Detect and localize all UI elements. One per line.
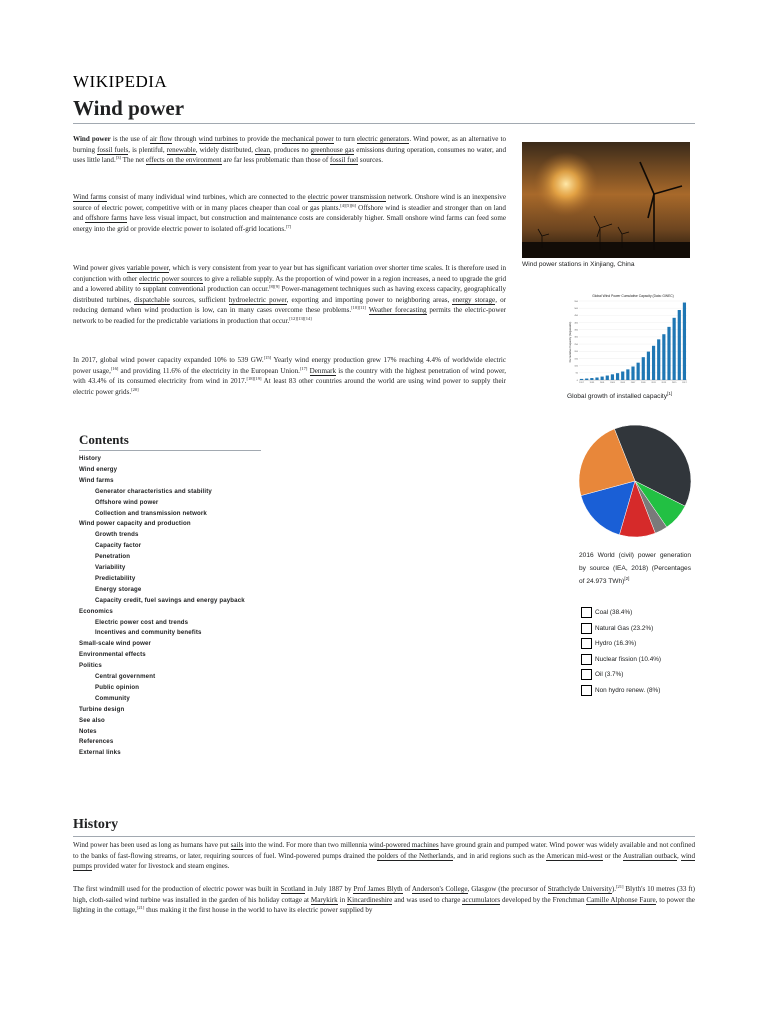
link-fossil-fuels[interactable]: fossil fuels	[97, 145, 129, 154]
intro-paragraph-2	[73, 192, 506, 234]
link-wind-turbines[interactable]: wind turbines	[198, 135, 238, 143]
toc-item[interactable]: History	[79, 455, 102, 462]
text: ,	[677, 851, 681, 860]
legend-label: Hydro (16.3%)	[595, 640, 637, 647]
capacity-chart[interactable]	[567, 292, 690, 388]
text: , widely distributed,	[195, 145, 256, 154]
link-australian-outback[interactable]: Australian outback	[622, 851, 677, 860]
toc-item[interactable]: Penetration	[95, 553, 131, 561]
power-generation-pie-chart[interactable]	[579, 425, 691, 537]
link-denmark[interactable]: Denmark	[309, 366, 337, 375]
link-dispatchable[interactable]: dispatchable	[134, 295, 170, 304]
text: The net	[121, 156, 146, 165]
text: Wind power has been used as long as humans have put	[73, 841, 231, 849]
history-paragraph-2	[73, 884, 695, 916]
chart-bar	[621, 372, 624, 380]
x-tick-label: 2007	[630, 382, 636, 384]
link-accumulators[interactable]: accumulators	[462, 895, 501, 904]
contents-divider	[79, 450, 261, 451]
link-hydroelectric-power[interactable]: hydroelectric power	[228, 295, 287, 304]
reference-mark[interactable]: [2]	[624, 576, 630, 581]
wind-turbines-photo[interactable]	[522, 142, 690, 258]
text: ).	[611, 885, 617, 893]
toc-item[interactable]: Growth trends	[95, 531, 139, 539]
text: Wind power gives	[73, 264, 127, 272]
link-kincardineshire[interactable]: Kincardineshire	[347, 895, 393, 904]
toc-item[interactable]: Small-scale wind power	[79, 640, 152, 648]
toc-item[interactable]: Turbine design	[79, 705, 125, 713]
toc-item[interactable]: Wind power capacity and production	[79, 520, 191, 528]
y-tick-label: 0	[576, 379, 578, 382]
chart-title: Global Wind Power Cumulative Capacity (Data: GWEC)	[592, 294, 674, 298]
reference-mark[interactable]: [7]	[285, 223, 292, 229]
toc-item[interactable]: Variability	[95, 564, 126, 571]
reference-mark[interactable]: [18][19]	[246, 376, 262, 382]
y-tick-label: 450	[574, 315, 578, 318]
link-scotland[interactable]: Scotland	[280, 885, 306, 893]
chart-bar	[642, 357, 645, 380]
reference-mark[interactable]: [15]	[263, 355, 272, 360]
chart-bar	[637, 363, 640, 380]
link-strathclyde-university[interactable]: Strathclyde University	[547, 885, 612, 893]
text: are far less problematic than those of	[221, 156, 330, 165]
link-andersons-college[interactable]: Anderson's College	[411, 885, 468, 893]
text: to give a reliable supply. As the proportion of wind power in a region increases, a need to upgrade the grid and a lowered ability to supplant conventional production can occur.	[73, 274, 507, 294]
text: in July 1887 by	[305, 885, 354, 893]
x-tick-label: 2005	[620, 382, 626, 384]
toc-item[interactable]: Central government	[95, 673, 156, 680]
toc-item[interactable]: See also	[79, 716, 105, 724]
text: sources.	[358, 156, 383, 165]
reference-mark[interactable]: [16]	[110, 365, 119, 371]
text: emissions during operation, consumes no water, and uses little land.	[73, 145, 507, 165]
history-divider	[73, 836, 695, 837]
toc-item[interactable]: Wind energy	[79, 465, 118, 473]
x-tick-label: 2015	[671, 382, 677, 384]
toc-item[interactable]: Electric power cost and trends	[95, 618, 189, 626]
text: , or reducing demand when wind production is low, can in many cases overcome these problems.	[73, 295, 506, 315]
legend-label: Coal (38.4%)	[595, 609, 633, 616]
text: in	[337, 895, 348, 904]
text: , is plentiful,	[128, 145, 167, 154]
text: is the use of	[110, 135, 150, 143]
reference-mark[interactable]: [21]	[616, 884, 624, 889]
text: consist of many individual wind turbines, which are connected to the	[106, 193, 308, 201]
link-electric-power-sources[interactable]: electric power sources	[139, 274, 203, 283]
text: , produces no	[270, 145, 311, 154]
history-heading: History	[73, 817, 119, 832]
x-tick-label: 2001	[599, 382, 605, 384]
text: and was used to charge	[392, 895, 463, 904]
link-greenhouse-gas[interactable]: greenhouse gas	[310, 145, 355, 154]
y-tick-label: 500	[574, 307, 578, 310]
legend-swatch	[581, 654, 592, 665]
link-fossil-fuel[interactable]: fossil fuel	[329, 156, 359, 165]
reference-mark[interactable]: [8][9]	[269, 284, 280, 290]
link-wind-pumps[interactable]: wind pumps	[73, 851, 696, 871]
toc-item[interactable]: Collection and transmission network	[95, 509, 207, 517]
chart-bar	[601, 377, 604, 380]
toc-item[interactable]: Capacity factor	[95, 542, 142, 550]
chart-bar	[657, 339, 660, 380]
text: Yearly wind energy production grew 17% reaching 4.4% of worldwide electric power usage,	[73, 356, 506, 375]
toc-item[interactable]: Public opinion	[95, 683, 140, 691]
y-tick-label: 100	[574, 365, 578, 368]
link-offshore-farms[interactable]: offshore farms	[85, 214, 128, 223]
chart-bar	[652, 346, 655, 380]
chart-bar	[626, 369, 629, 380]
contents-title: Contents	[79, 432, 129, 447]
chart-bar	[616, 373, 619, 380]
legend-label: Non hydro renew. (8%)	[595, 686, 661, 694]
toc-item[interactable]: Community	[95, 694, 130, 702]
toc-item[interactable]: Notes	[79, 727, 97, 735]
text: , and in arid regions such as the	[453, 851, 547, 860]
text: into the wind. For more than two millennia	[243, 841, 370, 849]
title-divider	[73, 123, 695, 124]
reference-mark[interactable]: [20]	[131, 386, 139, 392]
reference-mark[interactable]: [10][11]	[351, 305, 366, 311]
toc-item[interactable]: Capacity credit, fuel savings and energy payback	[95, 596, 245, 604]
x-tick-label: 1999	[589, 382, 595, 384]
toc-item[interactable]: Energy storage	[95, 585, 142, 593]
text: of	[402, 885, 412, 893]
text: Blyth's 10 metres (33 ft) high, cloth-sailed wind turbine was installed in the garden of his holiday cottage at	[73, 885, 695, 904]
page-title: Wind power	[73, 96, 185, 120]
x-tick-label: 2013	[661, 382, 667, 384]
chart-bar	[678, 310, 681, 380]
text: to provide the	[237, 135, 282, 143]
link-polders-netherlands[interactable]: polders of the Netherlands	[377, 851, 454, 860]
chart-bar	[606, 376, 609, 380]
chart-bar	[683, 303, 686, 380]
wikipedia-logo[interactable]: WIKIPEDIA	[73, 72, 168, 91]
chart-bar	[647, 352, 650, 380]
text: thus making it the first house in the world to have its electric power supplied by	[144, 906, 373, 915]
text: . Wind power, as an alternative to burning	[73, 135, 507, 154]
link-variable-power[interactable]: variable power	[126, 264, 169, 272]
link-electric-generators[interactable]: electric generators	[356, 135, 410, 143]
toc-item[interactable]: Environmental effects	[79, 651, 146, 659]
reference-mark[interactable]: [12][13][14]	[289, 315, 312, 321]
text: , Glasgow (the precursor of	[467, 885, 548, 893]
text: to turn	[333, 135, 357, 143]
link-mechanical-power[interactable]: mechanical power	[281, 135, 334, 143]
legend-swatch	[581, 685, 592, 696]
toc-item[interactable]: Generator characteristics and stability	[95, 487, 212, 495]
y-tick-label: 50	[575, 372, 578, 375]
toc-item[interactable]: Incentives and community benefits	[95, 629, 202, 637]
link-sails[interactable]: sails	[230, 841, 244, 849]
y-tick-label: 200	[574, 351, 578, 354]
legend-swatch	[581, 669, 592, 680]
text: , which is very consistent from year to year but has significant variation over shorter time scales. It is therefore used in conjunction with other	[73, 264, 506, 283]
history-paragraph-1	[73, 840, 695, 872]
chart-bar	[595, 378, 598, 380]
link-marykirk[interactable]: Marykirk	[310, 895, 338, 904]
text: , to power the lighting in the cottage,	[73, 895, 695, 915]
reference-mark[interactable]: [1]	[667, 391, 673, 396]
x-tick-label: 2009	[640, 382, 646, 384]
text: Power-management techniques such as having excess capacity, geographically distributed turbines,	[73, 285, 507, 304]
text: have less visual impact, but construction and maintenance costs are considerably higher. Small onshore wind farms can feed some energy into the grid or provide electric power to isolated off-grid locations.	[73, 214, 506, 233]
toc-item[interactable]: Predictability	[95, 574, 136, 582]
chart-bars	[580, 303, 686, 380]
link-air-flow[interactable]: air flow	[149, 135, 173, 143]
chart-bar	[662, 334, 665, 380]
text: The first windmill used for the production of electric power was built in	[73, 885, 281, 893]
capacity-chart-svg	[567, 292, 690, 388]
toc-item[interactable]: References	[79, 738, 114, 746]
chart-bar	[580, 379, 583, 380]
link-camille-faure[interactable]: Camille Alphonse Faure	[586, 895, 656, 904]
text: Offshore wind is steadier and stronger than on land and	[73, 203, 506, 223]
text: or the	[602, 851, 623, 860]
text: is the country with the highest penetration of wind power, with 43.4% of its consumed electricity from wind in 2017.	[73, 366, 506, 386]
link-environmental-effects[interactable]: effects on the environment	[145, 156, 222, 165]
legend-swatch	[581, 607, 592, 618]
x-tick-label: 2003	[610, 382, 615, 384]
chart-y-label: Cumulative Capacity (Gigawatts)	[568, 321, 572, 363]
chart-bar	[667, 327, 670, 380]
text: sources, sufficient	[169, 295, 229, 304]
link-electric-power-transmission[interactable]: electric power transmission	[307, 193, 386, 201]
intro-paragraph-4	[73, 355, 506, 397]
link-energy-storage[interactable]: energy storage	[452, 295, 496, 304]
legend-label: Oil (3.7%)	[595, 671, 624, 678]
link-american-mid-west[interactable]: American mid-west	[546, 851, 603, 860]
link-wind-powered-machines[interactable]: wind-powered machines	[369, 841, 439, 849]
chart-bar	[611, 374, 614, 380]
text: developed by the Frenchman	[500, 895, 587, 904]
pie-caption-text: 2016 World (civil) power generation by source (IEA, 2018) (Percentages of 24.973 TWh)	[579, 552, 691, 585]
reference-mark[interactable]: [4][5][6]	[340, 202, 356, 208]
text: through	[172, 135, 199, 143]
text: and providing 11.6% of the electricity in the European Union.	[118, 366, 300, 375]
y-tick-label: 350	[574, 329, 578, 332]
toc-item[interactable]: Offshore wind power	[95, 498, 159, 506]
chart-bar	[590, 378, 593, 380]
legend-swatch	[581, 623, 592, 634]
x-tick-label: 2017	[682, 382, 687, 384]
chart-caption	[567, 393, 672, 400]
link-weather-forecasting[interactable]: Weather forecasting	[368, 306, 427, 315]
reference-mark[interactable]: [3]	[115, 155, 122, 161]
chart-bar	[673, 318, 676, 380]
text: network. Onshore wind is an inexpensive source of electric power, competitive with or in many places cheaper than coal or gas plants.	[73, 193, 506, 212]
text: permits the electric-power network to be readied for the predictable variations in production that occur.	[73, 306, 506, 325]
text: , exporting and importing power to neighboring areas,	[286, 295, 453, 304]
chart-bar	[631, 367, 634, 380]
x-tick-label: 1997	[579, 382, 584, 384]
intro-paragraph-1	[73, 134, 506, 166]
legend-label: Natural Gas (23.2%)	[595, 624, 654, 632]
y-tick-label: 300	[574, 336, 578, 339]
toc-item[interactable]: External links	[79, 749, 121, 757]
toc-item[interactable]: Economics	[79, 607, 113, 615]
toc-item[interactable]: Politics	[79, 662, 102, 670]
y-tick-label: 550	[574, 300, 578, 303]
y-tick-label: 250	[574, 343, 578, 346]
x-tick-label: 2011	[651, 382, 656, 384]
link-wind-farms[interactable]: Wind farms	[73, 193, 107, 201]
text: have ground grain and pumped water. Wind power was widely available and not confined to the banks of fast-flowing streams, or later, requiring sources of fuel. Wind-powered pumps drained the	[73, 841, 695, 860]
toc-item[interactable]: Wind farms	[79, 476, 114, 484]
text: At least 83 other countries around the world are using wind power to supply their electric power grids.	[73, 377, 506, 396]
legend-label: Nuclear fission (10.4%)	[595, 655, 662, 663]
chart-bar	[585, 379, 588, 380]
y-tick-label: 400	[574, 322, 578, 325]
intro-paragraph-3	[73, 263, 506, 327]
link-clean[interactable]: clean	[255, 145, 270, 154]
chart-ticks	[574, 301, 687, 384]
chart-caption-text: Global growth of installed capacity	[567, 393, 668, 400]
bold-term: Wind power	[73, 135, 111, 143]
reference-mark[interactable]: [17]	[299, 365, 308, 371]
link-renewable[interactable]: renewable	[166, 145, 196, 154]
reference-mark[interactable]: [21]	[136, 905, 145, 911]
legend-swatch	[581, 638, 592, 649]
y-tick-label: 150	[574, 358, 578, 361]
text: provided water for livestock and steam engines.	[91, 862, 230, 871]
photo-caption: Wind power stations in Xinjiang, China	[522, 261, 635, 268]
text: In 2017, global wind power capacity expanded 10% to 539 GW.	[73, 356, 264, 364]
pie-caption	[579, 549, 691, 588]
link-james-blyth[interactable]: Prof James Blyth	[353, 885, 403, 893]
